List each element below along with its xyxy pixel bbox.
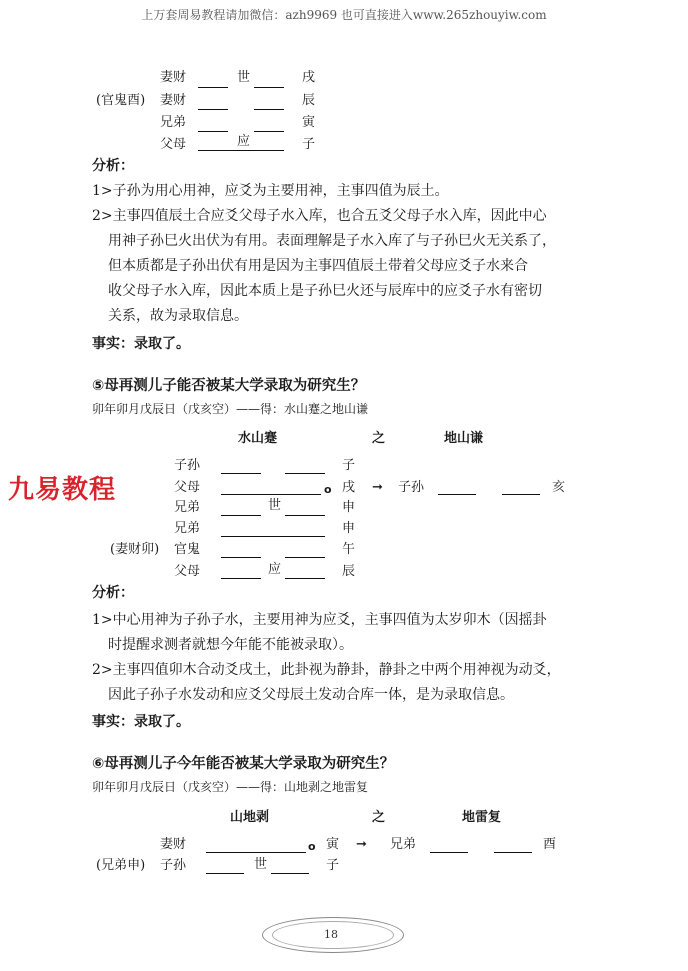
case5-row-1-branch: 子 — [342, 458, 356, 473]
analysis-p1: 1>子孙为用心用神，应爻为主要用神，主事四值为辰土。 — [92, 183, 449, 199]
arrow-icon: ➞ — [356, 837, 367, 852]
yin-line-right — [285, 557, 325, 558]
case6-zhi: 之 — [372, 810, 386, 825]
yin-line-right — [285, 578, 325, 579]
yang-line-left — [198, 87, 228, 88]
case6-gua-main: 山地剥 — [230, 810, 270, 825]
yin-line-right — [285, 473, 325, 474]
yin-line-left — [198, 109, 228, 110]
top-row-1-branch: 戌 — [302, 70, 316, 85]
top-row-3-branch: 寅 — [302, 115, 316, 130]
case6-date: 卯年卯月戊辰日（戊亥空）——得：山地剥之地雷复 — [92, 780, 369, 794]
case5-a1-line1: 1>中心用神为子孙子水，主要用神为应爻，主事四值为太岁卯木（因摇卦 — [92, 612, 547, 628]
case6-row-2-label: 子孙 — [160, 858, 187, 873]
yang-line-full — [221, 536, 325, 537]
yin-line-left — [221, 473, 261, 474]
analysis-heading: 分析： — [92, 158, 134, 174]
case5-a2-line2: 因此子孙子水发动和应爻父母辰土发动合库一体，是为录取信息。 — [108, 687, 514, 703]
top-row-4-label: 父母 — [160, 137, 187, 152]
yin-line-right — [254, 109, 284, 110]
case5-row-3-mark: 世 — [268, 498, 282, 513]
yin-line-right — [254, 131, 284, 132]
case5-row-4-branch: 申 — [342, 521, 356, 536]
yin-line-left — [221, 557, 261, 558]
case6-row-1-branch: 寅 — [326, 837, 340, 852]
arrow-icon: ➞ — [372, 480, 383, 495]
case5-row-2-branch: 戌 — [342, 480, 356, 495]
top-row-4-mark: 应 — [237, 134, 251, 149]
moving-mark: o — [324, 483, 332, 496]
case5-row-3-label: 兄弟 — [174, 500, 201, 515]
case5-row-5-branch: 午 — [342, 542, 356, 557]
analysis-p2-line1: 2>主事四值辰土合应爻父母子水入库，也合五爻父母子水入库，因此中心 — [92, 208, 547, 224]
yin-line-left — [430, 852, 468, 853]
yin-line-right — [285, 515, 325, 516]
case5-row-6-branch: 辰 — [342, 564, 356, 579]
yin-line-left — [206, 873, 244, 874]
yin-line-right — [502, 494, 540, 495]
case5-row-6-label: 父母 — [174, 564, 201, 579]
top-row-1-mark: 世 — [237, 70, 251, 85]
case5-row-4-label: 兄弟 — [174, 521, 201, 536]
analysis-p2-line5: 关系，故为录取信息。 — [108, 308, 248, 324]
page-header: 上万套周易教程请加微信：azh9969 也可直接进入www.265zhouyiw.com — [141, 8, 547, 22]
case5-change-branch: 亥 — [552, 480, 566, 495]
yang-line-full — [221, 494, 321, 495]
case5-a2-line1: 2>主事四值卯木合动爻戌土，此卦视为静卦，静卦之中两个用神视为动爻， — [92, 662, 561, 678]
analysis-p2-line4: 收父母子水入库，因此本质上是子孙巳火还与辰库中的应爻子水有密切 — [108, 283, 542, 299]
case5-row-1-label: 子孙 — [174, 458, 201, 473]
case5-analysis-heading: 分析： — [92, 585, 134, 601]
case5-date: 卯年卯月戊辰日（戊亥空）——得：水山蹇之地山谦 — [92, 402, 369, 416]
yin-line-right — [271, 873, 309, 874]
top-row-1-label: 妻财 — [160, 70, 187, 85]
case5-row-6-mark: 应 — [268, 562, 282, 577]
top-row-2-branch: 辰 — [302, 93, 316, 108]
top-row-4-branch: 子 — [302, 137, 316, 152]
fact-line: 事实：录取了。 — [92, 336, 190, 352]
case6-row-2-prefix: (兄弟申) — [96, 858, 146, 873]
top-row-2-prefix: (官鬼酉) — [96, 93, 146, 108]
case6-change-label: 兄弟 — [390, 837, 417, 852]
yin-line-right — [494, 852, 532, 853]
case5-row-5-label: 官鬼 — [174, 542, 201, 557]
yin-line-left — [221, 515, 261, 516]
page-number: 18 — [324, 928, 338, 941]
yang-line-full — [206, 852, 306, 853]
case5-row-5-prefix: (妻财卯) — [110, 542, 160, 557]
watermark: 九易教程 — [8, 475, 117, 505]
case6-change-branch: 酉 — [543, 837, 557, 852]
case5-fact: 事实：录取了。 — [92, 714, 190, 730]
top-row-2-label: 妻财 — [160, 93, 187, 108]
case6-title: ⑥母再测儿子今年能否被某大学录取为研究生？ — [92, 756, 395, 772]
yin-line-left — [221, 578, 261, 579]
analysis-p2-line2: 用神子孙巳火出伏为有用。表面理解是子水入库了与子孙巳火无关系了， — [108, 233, 556, 249]
yin-line-left — [438, 494, 476, 495]
case6-gua-change: 地雷复 — [462, 810, 502, 825]
case5-zhi: 之 — [372, 431, 386, 446]
analysis-p2-line3: 但本质都是子孙出伏有用是因为主事四值辰土带着父母应爻子水来合 — [108, 258, 528, 274]
case6-row-2-branch: 子 — [326, 858, 340, 873]
case5-gua-change: 地山谦 — [444, 431, 484, 446]
case5-change-label: 子孙 — [398, 480, 425, 495]
yin-line-left — [198, 131, 228, 132]
case6-row-2-mark: 世 — [254, 857, 268, 872]
case5-title: ⑤母再测儿子能否被某大学录取为研究生？ — [92, 378, 366, 394]
case5-row-3-branch: 申 — [342, 500, 356, 515]
moving-mark: o — [308, 840, 316, 853]
yang-line-right — [254, 87, 284, 88]
case6-row-1-label: 妻财 — [160, 837, 187, 852]
case5-row-2-label: 父母 — [174, 480, 201, 495]
case5-a1-line2: 时提醒求测者就想今年能不能被录取）。 — [108, 637, 353, 653]
top-row-3-label: 兄弟 — [160, 115, 187, 130]
case5-gua-main: 水山蹇 — [238, 431, 278, 446]
